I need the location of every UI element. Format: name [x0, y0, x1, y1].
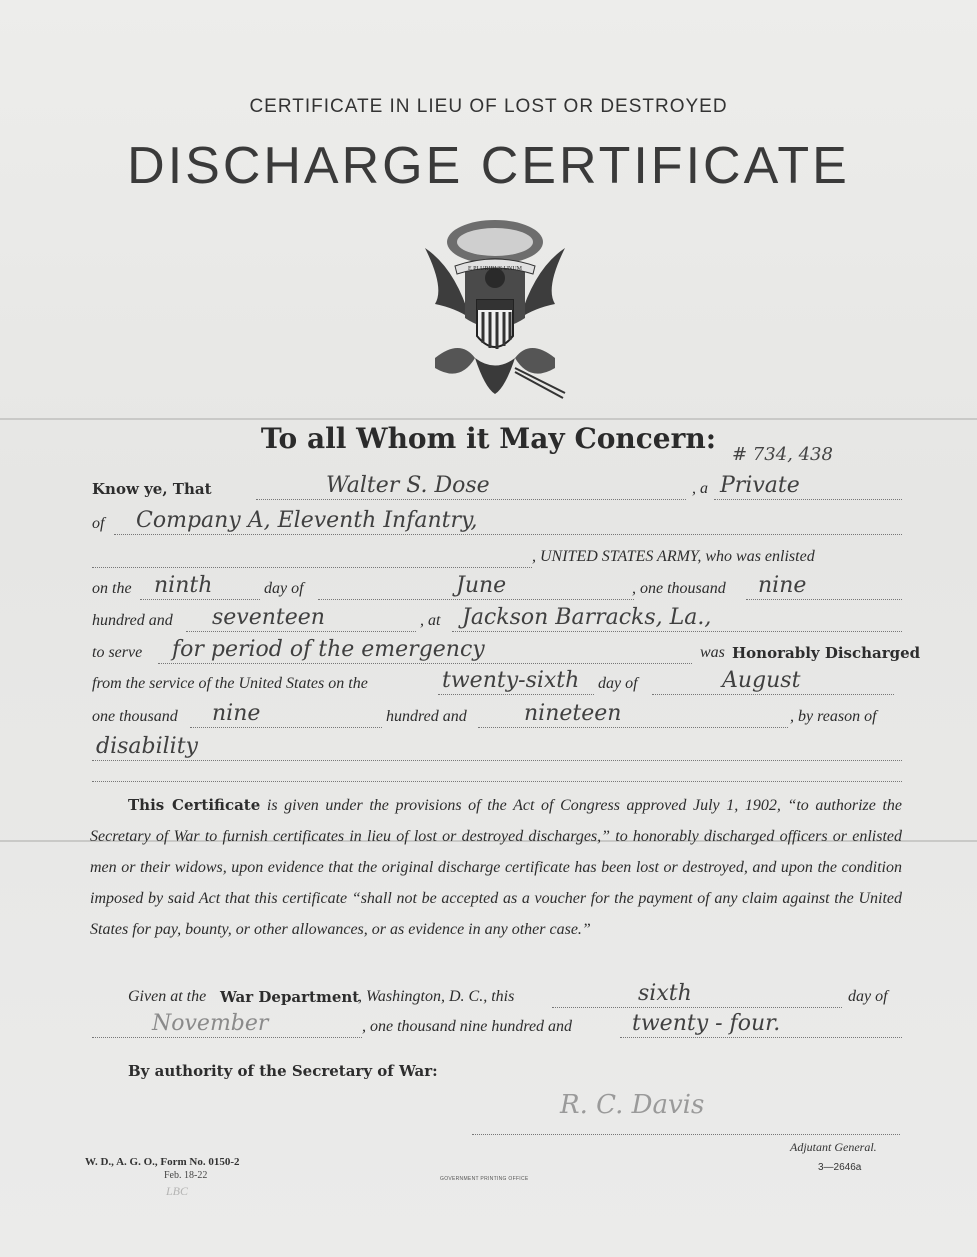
- line-label: day of: [598, 675, 638, 692]
- serial-number: # 734, 438: [732, 444, 833, 465]
- form-line-blank: [92, 754, 902, 784]
- authority-line: By authority of the Secretary of War:: [128, 1062, 438, 1080]
- line-label: , a: [692, 480, 708, 497]
- form-line-4: [92, 572, 902, 602]
- line-label: of: [92, 515, 105, 532]
- honorably-discharged: Honorably Discharged: [732, 644, 921, 662]
- form-line-2: [92, 507, 902, 537]
- line-label: , one thousand: [632, 580, 726, 597]
- line-label: day of: [848, 988, 888, 1005]
- discharge-century: nine: [212, 701, 261, 726]
- form-line-6: [92, 636, 921, 666]
- form-date: Feb. 18-22: [164, 1170, 208, 1181]
- signature-line: [472, 1134, 900, 1135]
- line-label: , at: [420, 612, 441, 629]
- line-label: from the service of the United States on the: [92, 675, 368, 692]
- line-label: , one thousand nine hundred and: [362, 1018, 573, 1035]
- address-heading: To all Whom it May Concern:: [260, 422, 717, 455]
- soldier-unit: Company A, Eleventh Infantry,: [136, 508, 478, 533]
- service-term: for period of the emergency: [172, 637, 485, 662]
- signature-title: Adjutant General.: [790, 1140, 877, 1154]
- enlist-century: nine: [758, 573, 807, 598]
- form-line-5: [92, 604, 902, 634]
- line-label: Know ye, That: [92, 480, 212, 498]
- page-title: DISCHARGE CERTIFICATE: [127, 137, 850, 195]
- adjutant-signature: R. C. Davis: [560, 1090, 705, 1120]
- given-day: sixth: [638, 981, 692, 1006]
- form-number: W. D., A. G. O., Form No. 0150-2: [85, 1156, 240, 1168]
- given-year: twenty - four.: [632, 1011, 781, 1036]
- given-month: November: [152, 1011, 269, 1036]
- line-label: hundred and: [92, 612, 173, 629]
- fill-line: [552, 981, 842, 1008]
- enlist-year: seventeen: [212, 605, 325, 630]
- discharge-day: twenty-sixth: [442, 668, 580, 693]
- print-code: 3—2646a: [818, 1162, 862, 1173]
- line-label: on the: [92, 580, 132, 597]
- war-department: War Department: [220, 988, 360, 1006]
- line-label: hundred and: [386, 708, 467, 725]
- provision-lead: This Certificate: [128, 796, 261, 814]
- line-label: , Washington, D. C., this: [358, 988, 515, 1005]
- fold-line: [0, 418, 977, 420]
- fill-line: [92, 755, 902, 782]
- line-label: to serve: [92, 644, 143, 661]
- given-line-2: [92, 1010, 902, 1040]
- provision-paragraph: [90, 790, 902, 945]
- form-line-1: [92, 472, 902, 502]
- line-label: Given at the: [128, 988, 207, 1005]
- line-label: , by reason of: [790, 708, 877, 725]
- soldier-name: Walter S. Dose: [326, 473, 490, 498]
- line-label: one thousand: [92, 708, 178, 725]
- given-line: [128, 980, 902, 1010]
- line-label: was: [700, 644, 725, 661]
- enlist-day: ninth: [154, 573, 213, 598]
- line-label: day of: [264, 580, 304, 597]
- form-line-7: [92, 667, 902, 697]
- seal-motto: E PLURIBUS UNUM: [467, 266, 523, 272]
- discharge-month: August: [722, 668, 801, 693]
- pre-title: CERTIFICATE IN LIEU OF LOST OR DESTROYED: [249, 96, 728, 117]
- printer-imprint: GOVERNMENT PRINTING OFFICE: [440, 1176, 529, 1182]
- form-line-3: [92, 540, 902, 570]
- discharge-reason: disability: [96, 734, 198, 759]
- margin-note: LBC: [166, 1184, 189, 1198]
- form-line-8: [92, 700, 902, 730]
- fill-line: [92, 541, 532, 568]
- provision-text: is given under the provisions of the Act of Congress approved July 1, 1902, “to authorize the Secretary of War to furnish certificates in lieu of lost or destroyed discharges,” to honorably discharged officers or enlisted men or their widows, upon evidence that the original discharge certificate has been lost or destroyed, and upon the condition imposed by said Act that this certificate “shall not be accepted as a voucher for the payment of any claim against the United States for pay, bounty, or other allowances, or as evidence in any other case.”: [90, 797, 902, 938]
- enlist-place: Jackson Barracks, La.,: [462, 605, 712, 630]
- line-label: , UNITED STATES ARMY, who was enlisted: [532, 548, 815, 565]
- enlist-month: June: [456, 573, 507, 598]
- eagle-seal-icon: [415, 208, 575, 408]
- soldier-rank: Private: [720, 473, 800, 498]
- discharge-year: nineteen: [524, 701, 622, 726]
